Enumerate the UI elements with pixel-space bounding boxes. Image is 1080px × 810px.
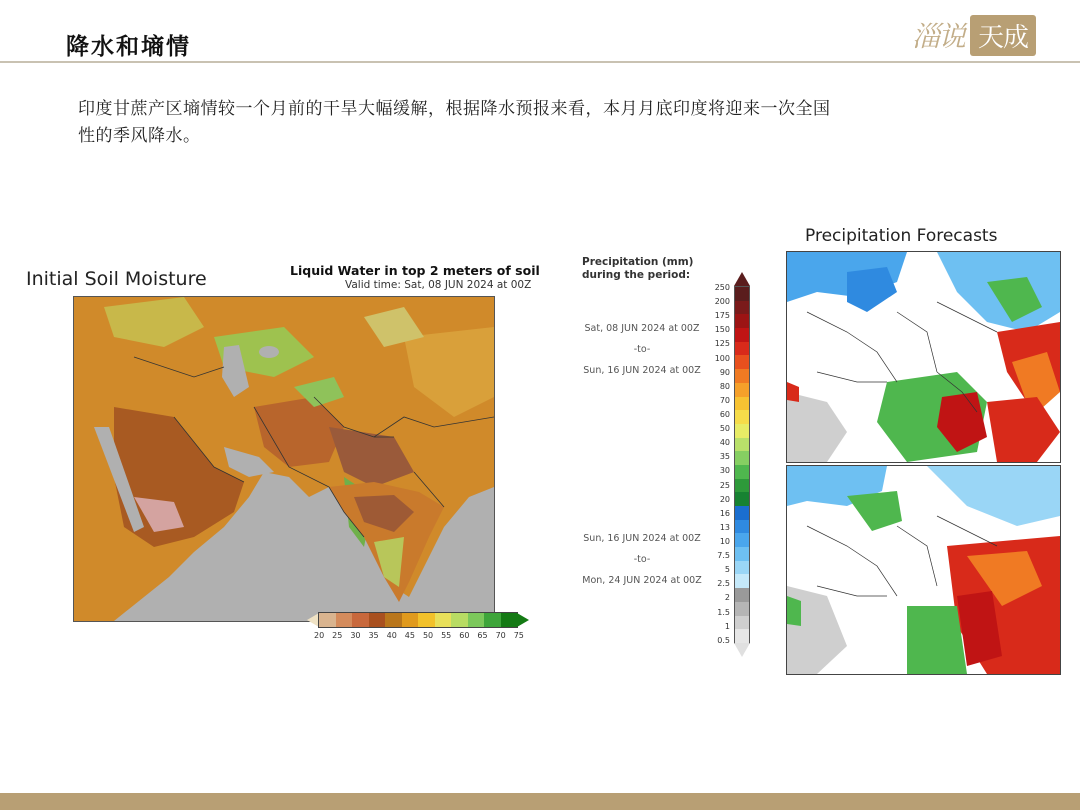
precip-colorbar-label: 100 bbox=[714, 353, 730, 363]
soil-colorbar-label: 55 bbox=[441, 631, 452, 640]
precip-colorbar-swatch bbox=[735, 492, 749, 506]
soil-moisture-title: Initial Soil Moisture bbox=[26, 268, 207, 290]
precip-colorbar-label: 80 bbox=[719, 381, 730, 391]
precip-legend-heading-line1: Precipitation (mm) bbox=[582, 256, 694, 268]
precip-colorbar-swatch bbox=[735, 424, 749, 438]
soil-colorbar-swatch bbox=[468, 613, 485, 627]
precip-colorbar-swatch bbox=[735, 506, 749, 520]
forecast-map-2-image bbox=[787, 466, 1060, 674]
precip-colorbar-label: 35 bbox=[719, 452, 730, 462]
precip-colorbar-swatch bbox=[735, 383, 749, 397]
soil-colorbar-swatch bbox=[402, 613, 419, 627]
precip-colorbar-label: 125 bbox=[714, 339, 730, 349]
precip-colorbar-swatch bbox=[735, 533, 749, 547]
precip-colorbar-swatch bbox=[735, 602, 749, 616]
precip-colorbar-swatch bbox=[735, 342, 749, 356]
precip-colorbar-swatch bbox=[735, 451, 749, 465]
precip-colorbar-label: 16 bbox=[719, 508, 730, 518]
precip-legend-heading-line2: during the period: bbox=[582, 269, 691, 281]
forecast-period-2 bbox=[572, 528, 712, 591]
soil-moisture-map-image bbox=[74, 297, 494, 621]
precip-colorbar-labels bbox=[700, 283, 730, 645]
precip-colorbar-label: 200 bbox=[714, 297, 730, 307]
precip-colorbar-label: 0.5 bbox=[717, 635, 730, 645]
precip-colorbar-label: 2 bbox=[724, 593, 730, 603]
forecast-map-1-image bbox=[787, 252, 1060, 462]
summary-line-2: 性的季风降水。 bbox=[78, 126, 201, 146]
soil-colorbar-swatch bbox=[385, 613, 402, 627]
soil-colorbar-label: 50 bbox=[422, 631, 434, 640]
soil-colorbar-swatch bbox=[369, 613, 386, 627]
precip-colorbar-swatch bbox=[735, 369, 749, 383]
precip-colorbar-label: 175 bbox=[714, 311, 730, 321]
soil-moisture-subtitle: Liquid Water in top 2 meters of soil bbox=[290, 263, 540, 278]
soil-colorbar-swatch bbox=[501, 613, 518, 627]
precip-colorbar-swatch bbox=[735, 520, 749, 534]
logo-text-left: 淄说 bbox=[912, 20, 965, 53]
precip-colorbar-label: 5 bbox=[724, 565, 730, 575]
precip-colorbar-swatch bbox=[735, 561, 749, 575]
precip-colorbar-swatch bbox=[735, 547, 749, 561]
precip-colorbar-label: 70 bbox=[719, 395, 730, 405]
precip-colorbar-label: 150 bbox=[714, 325, 730, 335]
summary-paragraph bbox=[78, 96, 998, 150]
precip-legend-heading bbox=[582, 256, 693, 282]
soil-colorbar-swatch bbox=[352, 613, 369, 627]
precip-colorbar-swatch bbox=[735, 397, 749, 411]
precip-colorbar-swatch bbox=[735, 465, 749, 479]
precip-colorbar-swatch bbox=[735, 616, 749, 630]
precip-colorbar-label: 20 bbox=[719, 494, 730, 504]
summary-line-1: 印度甘蔗产区墒情较一个月前的干旱大幅缓解，根据降水预报来看，本月月底印度将迎来一次全国 bbox=[78, 99, 831, 119]
page-title: 降水和墒情 bbox=[66, 33, 191, 60]
period-1-end: Sun, 16 JUN 2024 at 00Z bbox=[583, 365, 701, 376]
period-2-start: Sun, 16 JUN 2024 at 00Z bbox=[583, 533, 701, 544]
precip-colorbar-label: 90 bbox=[719, 367, 730, 377]
soil-colorbar-swatch bbox=[418, 613, 435, 627]
soil-colorbar-swatch bbox=[435, 613, 452, 627]
precip-colorbar-swatch bbox=[735, 629, 749, 643]
forecast-period-1 bbox=[572, 318, 712, 381]
precip-colorbar-swatch bbox=[735, 574, 749, 588]
soil-colorbar-label: 75 bbox=[513, 631, 524, 640]
soil-moisture-valid-time: Valid time: Sat, 08 JUN 2024 at 00Z bbox=[345, 279, 532, 291]
precip-colorbar-label: 40 bbox=[719, 438, 730, 448]
soil-colorbar-label: 60 bbox=[459, 631, 470, 640]
soil-colorbar-swatch bbox=[319, 613, 336, 627]
soil-moisture-colorbar bbox=[304, 612, 534, 642]
footer-bar bbox=[0, 793, 1080, 810]
soil-colorbar-label: 25 bbox=[332, 631, 343, 640]
precip-colorbar-label: 1 bbox=[724, 621, 730, 631]
precip-colorbar-label: 10 bbox=[719, 536, 730, 546]
soil-colorbar-labels bbox=[314, 631, 524, 640]
soil-colorbar-swatches bbox=[318, 612, 518, 628]
soil-colorbar-label: 30 bbox=[350, 631, 361, 640]
colorbar-right-arrow bbox=[517, 613, 529, 627]
precip-colorbar-swatch bbox=[735, 314, 749, 328]
precip-colorbar-top-arrow bbox=[734, 272, 750, 286]
soil-colorbar-swatch bbox=[484, 613, 501, 627]
precip-colorbar-swatch bbox=[735, 301, 749, 315]
forecast-map-period-2 bbox=[786, 465, 1061, 675]
precip-colorbar-label: 2.5 bbox=[717, 579, 730, 589]
precip-colorbar-label: 7.5 bbox=[717, 551, 730, 561]
forecast-map-period-1 bbox=[786, 251, 1061, 463]
soil-colorbar-label: 70 bbox=[495, 631, 506, 640]
soil-colorbar-swatch bbox=[451, 613, 468, 627]
logo-text-right: 天成 bbox=[970, 15, 1036, 56]
precip-colorbar-swatch bbox=[735, 355, 749, 369]
precip-colorbar-label: 13 bbox=[719, 522, 730, 532]
title-divider bbox=[0, 61, 1080, 63]
soil-moisture-map bbox=[73, 296, 495, 622]
precip-colorbar-label: 250 bbox=[714, 283, 730, 292]
precip-colorbar-swatch bbox=[735, 328, 749, 342]
precip-colorbar-label: 30 bbox=[719, 466, 730, 476]
soil-colorbar-label: 35 bbox=[368, 631, 379, 640]
precip-colorbar-label: 1.5 bbox=[717, 607, 730, 617]
precip-colorbar-swatch bbox=[735, 588, 749, 602]
soil-colorbar-label: 20 bbox=[314, 631, 325, 640]
precip-colorbar bbox=[734, 286, 750, 644]
precip-colorbar-swatch bbox=[735, 479, 749, 493]
precip-colorbar-swatch bbox=[735, 410, 749, 424]
company-logo bbox=[912, 14, 1052, 56]
precip-colorbar-label: 60 bbox=[719, 409, 730, 419]
forecast-title: Precipitation Forecasts bbox=[805, 226, 998, 246]
precip-colorbar-swatch bbox=[735, 287, 749, 301]
precip-colorbar-bottom-arrow bbox=[734, 643, 750, 657]
period-2-end: Mon, 24 JUN 2024 at 00Z bbox=[582, 575, 702, 586]
period-2-separator: -to- bbox=[633, 554, 651, 565]
soil-colorbar-label: 40 bbox=[386, 631, 397, 640]
period-1-start: Sat, 08 JUN 2024 at 00Z bbox=[584, 323, 700, 334]
soil-colorbar-label: 65 bbox=[477, 631, 488, 640]
soil-colorbar-swatch bbox=[336, 613, 353, 627]
precip-colorbar-label: 25 bbox=[719, 480, 730, 490]
period-1-separator: -to- bbox=[633, 344, 651, 355]
soil-colorbar-label: 45 bbox=[404, 631, 415, 640]
precip-colorbar-swatch bbox=[735, 438, 749, 452]
precip-colorbar-label: 50 bbox=[719, 424, 730, 434]
